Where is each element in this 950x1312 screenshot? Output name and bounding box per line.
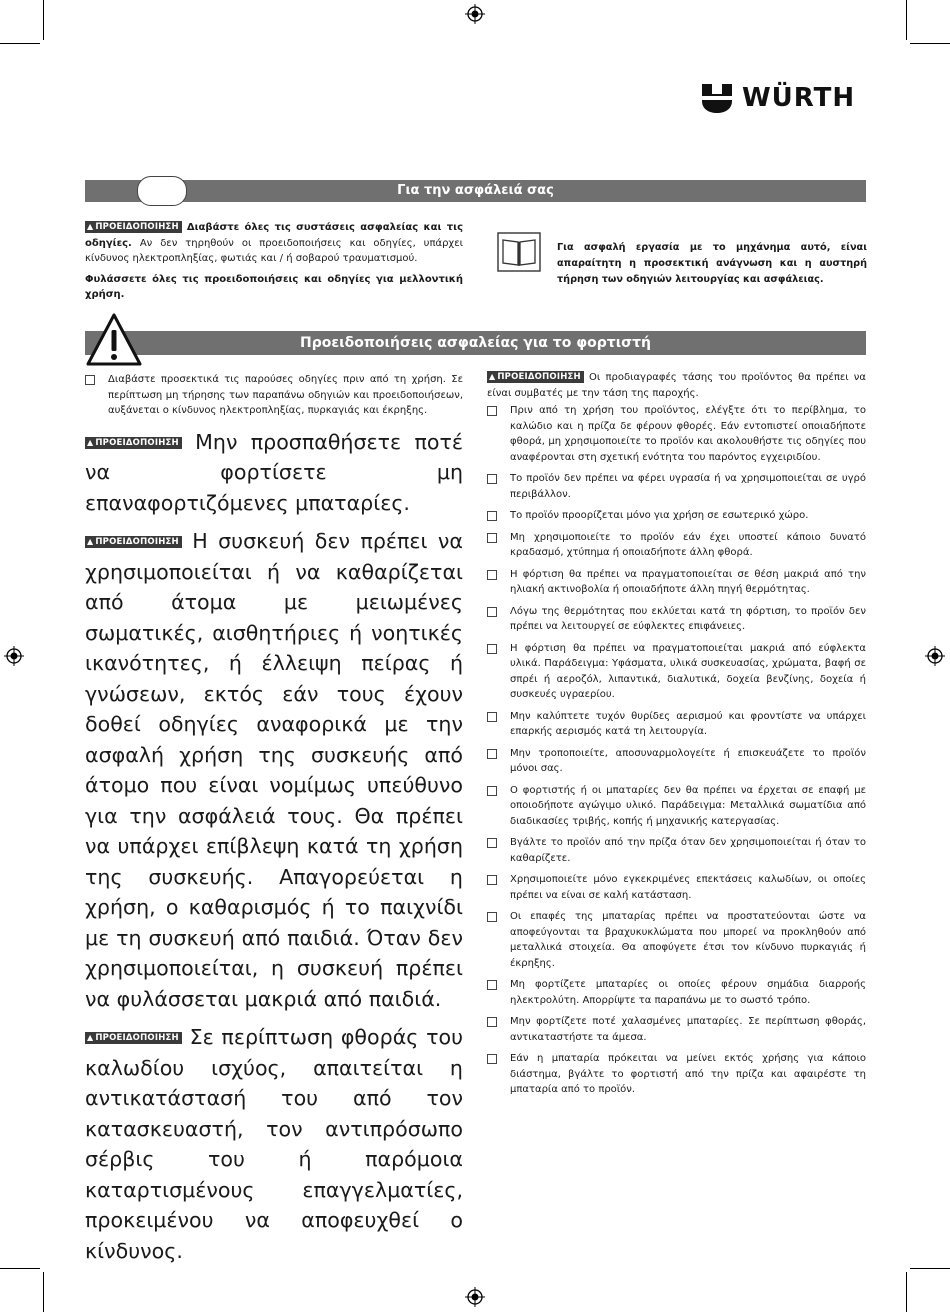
brand-logo [700, 80, 855, 116]
list-item: Μη χρησιμοποιείτε το προϊόν εάν έχει υποστεί κάποιο δυνατό κραδασμό, χτύπημα ή οποιαδήποτε άλλη φθορά. [487, 530, 866, 561]
list-item: Λόγω της θερμότητας που εκλύεται κατά τη φόρτιση, το προϊόν δεν πρέπει να λειτουργεί σε εύφλεκτες επιφάνειες. [487, 604, 866, 635]
crop-mark [906, 1272, 907, 1312]
section-bar-charger [85, 331, 866, 355]
intro-warning-bold: Διαβάστε όλες τις συστάσεις ασφαλείας και τις οδηγίες. [85, 222, 463, 249]
checkbox-icon [487, 1054, 497, 1064]
crop-mark [0, 1268, 40, 1269]
book-note [497, 230, 867, 297]
warning-badge: ▲ ΠΡΟΕΙΔΟΠΟΙΗΣΗ [85, 1032, 182, 1044]
list-item: Οι επαφές της μπαταρίας πρέπει να προστατεύονται ώστε να αποφεύγονται τα βραχυκυκλώματα που μπορεί να προκληθούν από μεταλλικά στοιχεία. Θα αποφύγετε έτσι τον κίνδυνο πυρκαγιάς ή έκρηξης. [487, 909, 866, 971]
section-title: Προειδοποιήσεις ασφαλείας για το φορτιστή [300, 335, 651, 351]
checkbox-icon [487, 474, 497, 484]
checkbox-icon [487, 644, 497, 654]
list-item: Χρησιμοποιείτε μόνο εγκεκριμένες επεκτάσεις καλωδίων, οι οποίες πρέπει να είναι σε καλή κατάσταση. [487, 872, 866, 903]
crop-mark [43, 1272, 44, 1312]
crop-mark [0, 43, 40, 44]
list-item: Πριν από τη χρήση του προϊόντος, ελέγξτε ότι το περίβλημα, το καλώδιο και η πρίζα δε φέρουν φθορές. Εάν εντοπιστεί οποιαδήποτε φθορά, μη χρησιμοποιείτε το προϊόν και ακολουθήστε τις οδηγίες που αναφέρονται στη σχετική ενότητα του παρόντος εγχειριδίου. [487, 403, 866, 465]
list-item: Μην καλύπτετε τυχόν θυρίδες αερισμού και φροντίστε να υπάρχει επαρκής αερισμός κατά τη λειτουργία. [487, 709, 866, 740]
warning-badge: ▲ ΠΡΟΕΙΔΟΠΟΙΗΣΗ [85, 536, 182, 548]
checkbox-icon [487, 749, 497, 759]
section-bar-safety [85, 180, 866, 202]
checkbox-icon [487, 570, 497, 580]
checkbox-icon [487, 511, 497, 521]
registration-mark-icon [465, 4, 485, 24]
checklist [487, 403, 866, 1098]
checkbox-icon [85, 375, 95, 385]
checkbox-icon [487, 838, 497, 848]
right-column [487, 370, 866, 1104]
checkbox-icon [487, 712, 497, 722]
book-note-text: Για ασφαλή εργασία με το μηχάνημα αυτό, είναι απαραίτητη η προσεκτική ανάγνωση και η αυστηρή τήρηση των οδηγιών λειτουργίας και ασφάλειας. [557, 241, 867, 285]
big-warning: ▲ ΠΡΟΕΙΔΟΠΟΙΗΣΗ Η συσκευή δεν πρέπει να χρησιμοποιείται ή να καθαρίζεται από άτομα με μειωμένες σωματικές, αισθητήριες ή νοητικές ικανότητες, ή έλλειψη πείρας ή γνώσεων, εκτός εάν τους έχουν δοθεί οδηγίες αναφορικά με την ασφαλή χρήση της συσκευής από άτομο που είναι νομίμως υπεύθυνο για την ασφάλειά τους. Θα πρέπει να υπάρχει επίβλεψη κατά τη χρήση της συσκευής. Απαγορεύεται η χρήση, ο καθαρισμός ή το παιχνίδι με τη συσκευή από παιδιά. Όταν δεν χρησιμοποιείται, η συσκευή πρέπει να φυλάσσεται μακριά από παιδιά. [85, 529, 464, 1011]
warning-badge: ▲ ΠΡΟΕΙΔΟΠΟΙΗΣΗ [85, 437, 182, 449]
list-item: Το προϊόν προορίζεται μόνο για χρήση σε εσωτερικό χώρο. [487, 508, 866, 524]
checkbox-icon [487, 875, 497, 885]
section-title: Για την ασφάλειά σας [397, 183, 554, 198]
brand-name: WÜRTH [742, 83, 856, 113]
list-item: Η φόρτιση θα πρέπει να πραγματοποιείται σε θέση μακριά από την ηλιακή ακτινοβολία ή οποιαδήποτε άλλη πηγή θερμότητας. [487, 567, 866, 598]
checkbox-icon [487, 1017, 497, 1027]
warning-triangle-icon [86, 312, 142, 368]
list-item: Εάν η μπαταρία πρόκειται να μείνει εκτός χρήσης για κάποιο διάστημα, βγάλτε το φορτιστή από την πρίζα και αφαιρέστε τη μπαταρία από το προϊόν. [487, 1051, 866, 1098]
crop-mark [910, 1268, 950, 1269]
list-item: Μην φορτίζετε ποτέ χαλασμένες μπαταρίες. Σε περίπτωση φθοράς, αντικαταστήστε τα άμεσα. [487, 1014, 866, 1045]
list-item: Διαβάστε προσεκτικά τις παρούσες οδηγίες πριν από τη χρήση. Σε περίπτωση μη τήρησης των παραπάνω οδηγιών και προειδοποιήσεων, αυξάνεται ο κίνδυνος ηλεκτροπληξίας, πυρκαγιάς και έκρηξης. [85, 372, 463, 419]
crop-mark [43, 0, 44, 40]
left-column [85, 372, 463, 1266]
wurth-logo-icon [700, 81, 734, 115]
book-icon [497, 232, 541, 272]
big-warning: ▲ ΠΡΟΕΙΔΟΠΟΙΗΣΗ Σε περίπτωση φθοράς του καλωδίου ισχύος, απαιτείται η αντικατάστασή του από τον κατασκευαστή, τον αντιπρόσωπο σέρβις του ή παρόμοια καταρτισμένους επαγγελματίες, προκειμένου να αποφευχθεί ο κίνδυνος. [85, 1025, 463, 1263]
checkbox-icon [487, 980, 497, 990]
list-item: Η φόρτιση θα πρέπει να πραγματοποιείται μακριά από εύφλεκτα υλικά. Παράδειγμα: Υφάσματα, υλικά συσκευασίας, χρώματα, βαφή σε σπρέι ή αεροζόλ, λιπαντικά, διαλυτικά, δοχεία βενζίνης, δοχεία ή συσκευές υγραερίου. [487, 641, 866, 703]
voltage-warning: ▲ ΠΡΟΕΙΔΟΠΟΙΗΣΗ Οι προδιαγραφές τάσης του προϊόντος θα πρέπει να είναι συμβατές με την τάση της παροχής. [487, 372, 866, 399]
intro-warning-text: Αν δεν τηρηθούν οι προειδοποιήσεις και οδηγίες, υπάρχει κίνδυνος ηλεκτροπληξίας, φωτιάς και / ή σοβαρού τραυματισμού. [85, 237, 463, 264]
crop-mark [910, 43, 950, 44]
intro-warning [85, 220, 463, 303]
warning-badge: ▲ ΠΡΟΕΙΔΟΠΟΙΗΣΗ [487, 371, 584, 383]
language-tab [137, 176, 187, 206]
checkbox-icon [487, 912, 497, 922]
checkbox-icon [487, 786, 497, 796]
list-item: Βγάλτε το προϊόν από την πρίζα όταν δεν χρησιμοποιείται ή όταν το καθαρίζετε. [487, 835, 866, 866]
list-item: Μη φορτίζετε μπαταρίες οι οποίες φέρουν σημάδια διαρροής ηλεκτρολύτη. Απορρίψτε τα παραπάνω με το σωστό τρόπο. [487, 977, 866, 1008]
registration-mark-icon [4, 646, 24, 666]
keep-instructions: Φυλάσσετε όλες τις προειδοποιήσεις και οδηγίες για μελλοντική χρήση. [85, 273, 463, 300]
registration-mark-icon [925, 646, 945, 666]
checkbox-icon [487, 533, 497, 543]
warning-badge: ▲ ΠΡΟΕΙΔΟΠΟΙΗΣΗ [85, 221, 182, 233]
list-item: Ο φορτιστής ή οι μπαταρίες δεν θα πρέπει να έρχεται σε επαφή με οποιοδήποτε αγώγιμο υλικό. Παράδειγμα: Μεταλλικά σωματίδια από διαδικασίες τριβής, κοπής ή μηχανικής κατεργασίας. [487, 783, 866, 830]
checkbox-icon [487, 406, 497, 416]
list-item: Μην τροποποιείτε, αποσυναρμολογείτε ή επισκευάζετε το προϊόν μόνοι σας. [487, 746, 866, 777]
crop-mark [906, 0, 907, 40]
registration-mark-icon [465, 1287, 485, 1307]
checkbox-icon [487, 607, 497, 617]
list-item: Το προϊόν δεν πρέπει να φέρει υγρασία ή να χρησιμοποιείται σε υγρό περιβάλλον. [487, 471, 866, 502]
big-warning: ▲ ΠΡΟΕΙΔΟΠΟΙΗΣΗ Μην προσπαθήσετε ποτέ να φορτίσετε μη επαναφορτιζόμενες μπαταρίες. [85, 429, 463, 515]
